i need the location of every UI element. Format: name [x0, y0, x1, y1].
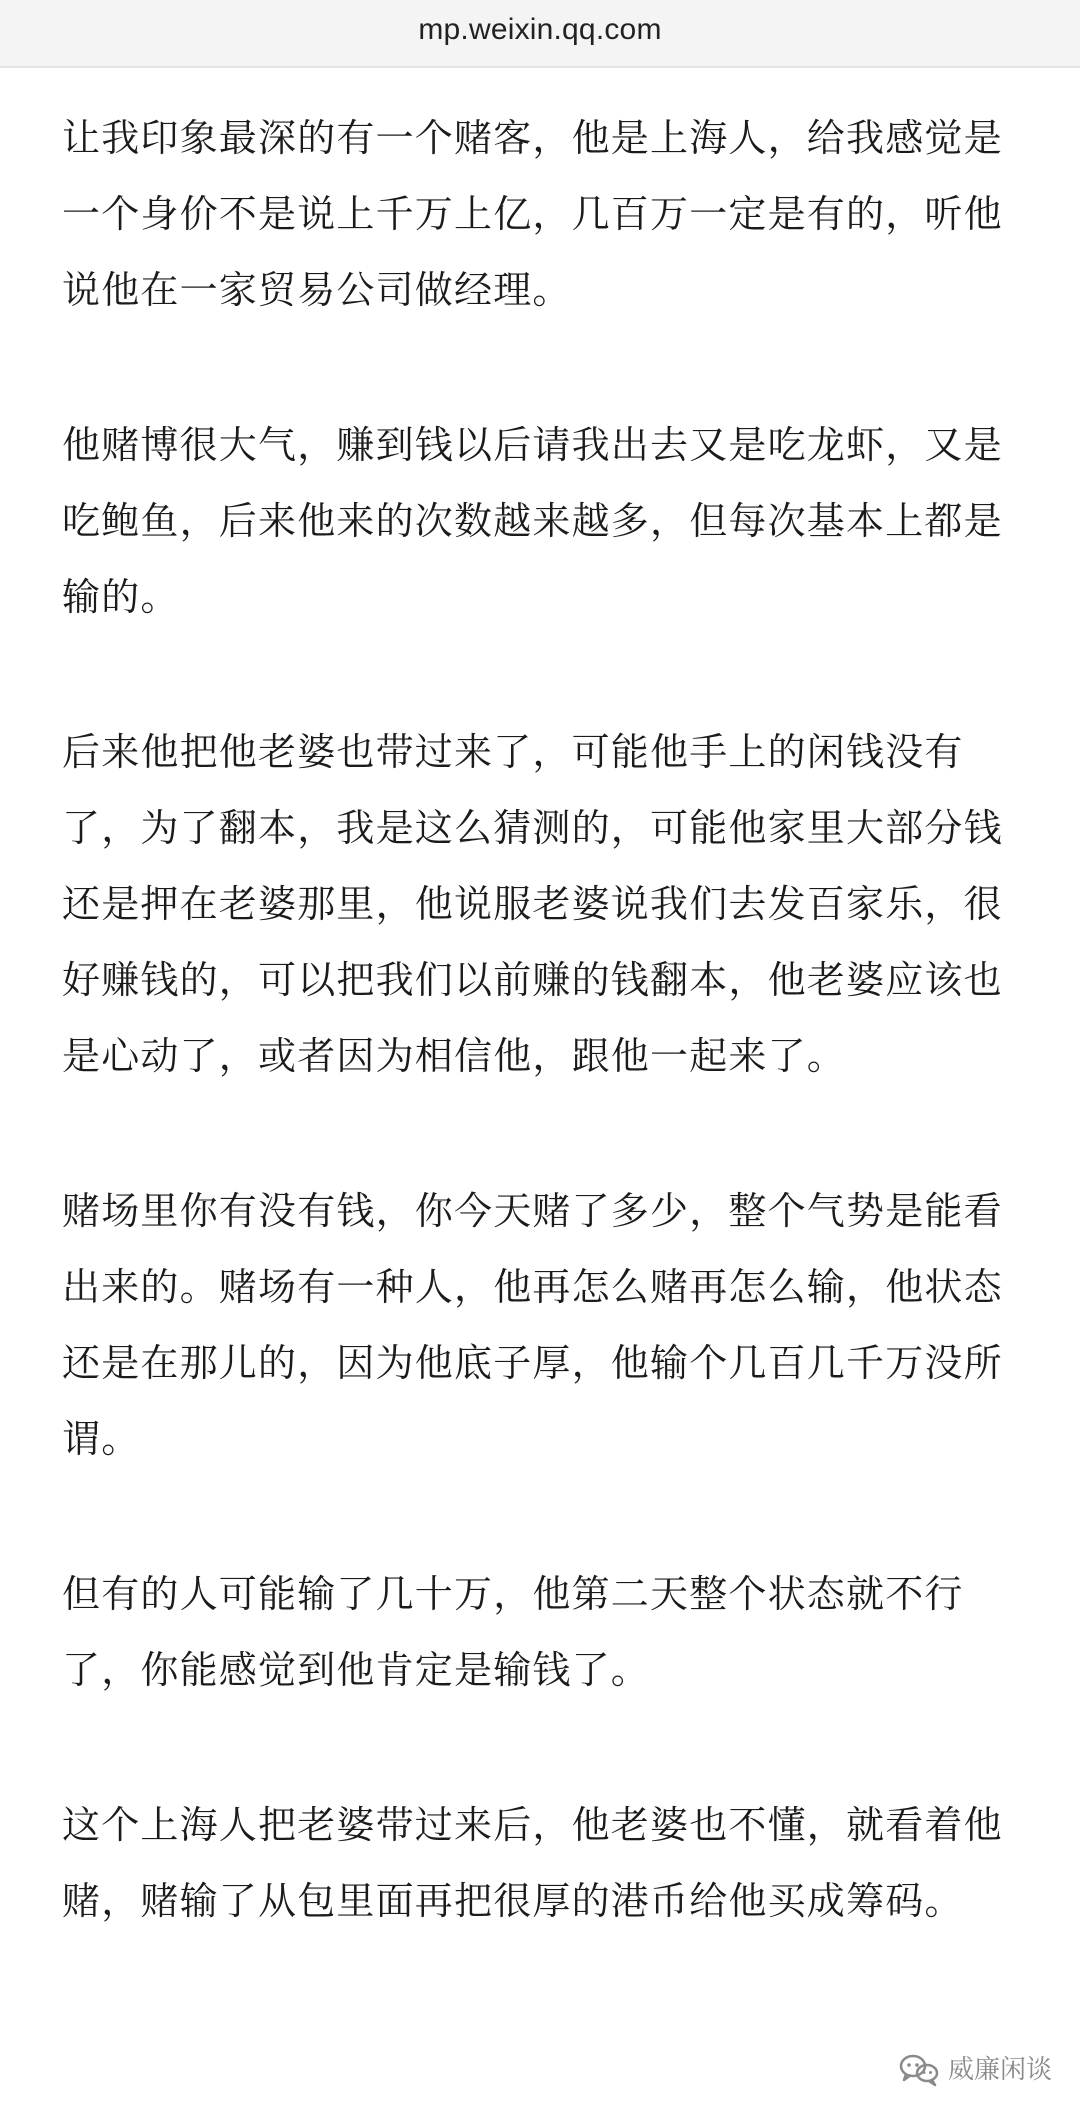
article-paragraph-2: 他赌博很大气，赚到钱以后请我出去又是吃龙虾，又是吃鲍鱼，后来他来的次数越来越多，但每次基本上都是输的。: [62, 423, 1003, 619]
article-body: [62, 100, 1022, 2018]
article-paragraph-6: 这个上海人把老婆带过来后，他老婆也不懂，就看着他赌，赌输了从包里面再把很厚的港币给他买成筹码。: [62, 1803, 1003, 1923]
page-url: mp.weixin.qq.com: [418, 13, 662, 46]
article-paragraph-1: 让我印象最深的有一个赌客，他是上海人，给我感觉是一个身价不是说上千万上亿，几百万一定是有的，听他说他在一家贸易公司做经理。: [62, 116, 1003, 312]
article-paragraph-5: 但有的人可能输了几十万，他第二天整个状态就不行了，你能感觉到他肯定是输钱了。: [62, 1572, 964, 1692]
watermark-label: 威廉闲谈: [947, 2055, 1052, 2085]
wechat-watermark: [898, 2048, 1052, 2092]
article-paragraph-4: 赌场里你有没有钱，你今天赌了多少，整个气势是能看出来的。赌场有一种人，他再怎么赌再怎么输，他状态还是在那儿的，因为他底子厚，他输个几百几千万没所谓。: [62, 1189, 1003, 1461]
browser-address-bar[interactable]: [0, 0, 1080, 68]
article-paragraph-3: 后来他把他老婆也带过来了，可能他手上的闲钱没有了，为了翻本，我是这么猜测的，可能他家里大部分钱还是押在老婆那里，他说服老婆说我们去发百家乐，很好赚钱的，可以把我们以前赚的钱翻本，他老婆应该也是心动了，或者因为相信他，跟他一起来了。: [62, 730, 1003, 1078]
wechat-icon: [898, 2053, 940, 2087]
